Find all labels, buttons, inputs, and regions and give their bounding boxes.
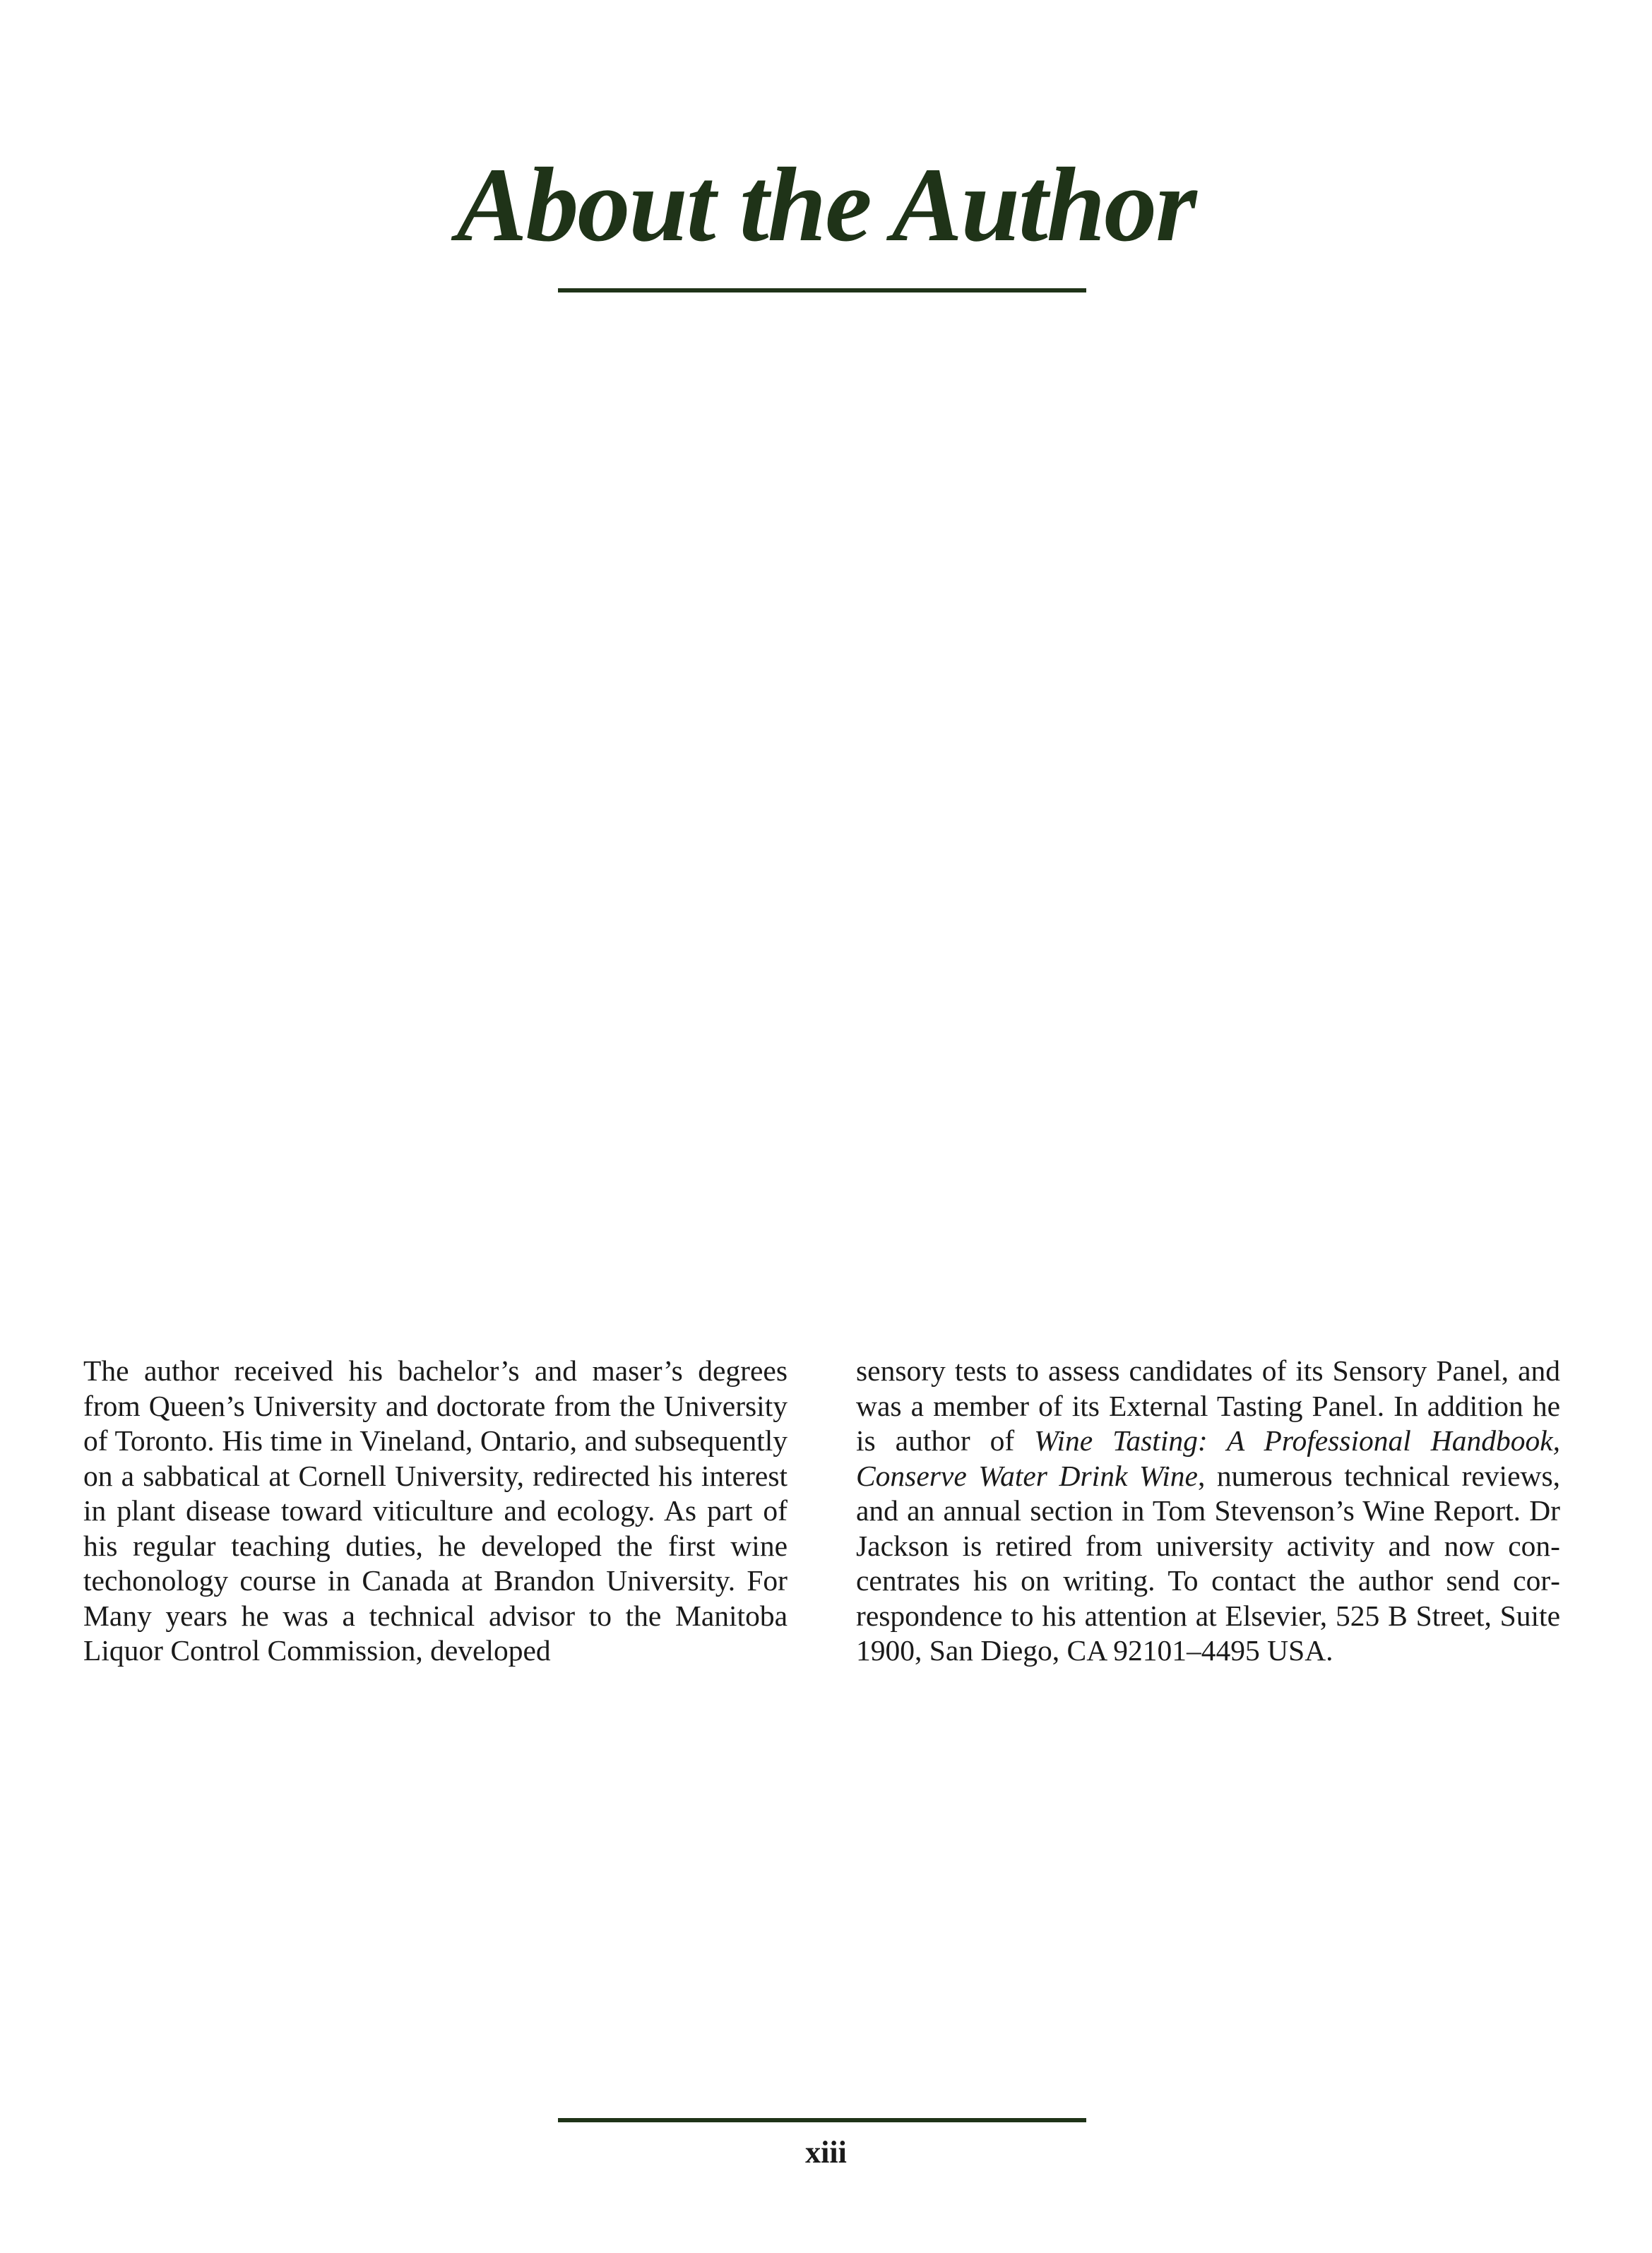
page-title: About the Author: [456, 146, 1196, 264]
right-column-text-1: sensory tests to assess candidates of its Sensory Panel, and was a member of its External Tasting Panel. In addition he is author of: [856, 1354, 1560, 1457]
book-title-wine-tasting: Wine Tasting: A Professional Handbook,: [1034, 1424, 1560, 1457]
right-column: [856, 1354, 1560, 1669]
book-title-conserve-water: Conserve Water Drink Wine: [856, 1459, 1198, 1492]
title-underline-rule: [558, 288, 1086, 292]
right-column-text-3: , numerous technical reviews, and an annual section in Tom Stevenson’s Wine Report. Dr Jackson is retired from university activity and now concentrates his on writing. To contact the author send correspondence to his attention at Elsevier, 525 B Street, Suite 1900, San Diego, CA 92101–4495 USA.: [856, 1459, 1560, 1667]
page-number: xiii: [805, 2135, 847, 2170]
right-column-paragraph: [856, 1354, 1560, 1669]
footer-rule: [558, 2118, 1086, 2122]
left-column: [83, 1354, 788, 1669]
left-column-paragraph: The author received his bachelor’s and maser’s degrees from Queen’s University and doctorate from the University of Toronto. His time in Vineland, Ontario, and subsequently on a sabbatical at Cornell University, redirected his interest in plant disease toward viticulture and ecology. As part of his regular teaching duties, he developed the first wine techonology course in Canada at Brandon University. For Many years he was a technical advisor to the Manitoba Liquor Control Commission, developed: [83, 1354, 788, 1667]
